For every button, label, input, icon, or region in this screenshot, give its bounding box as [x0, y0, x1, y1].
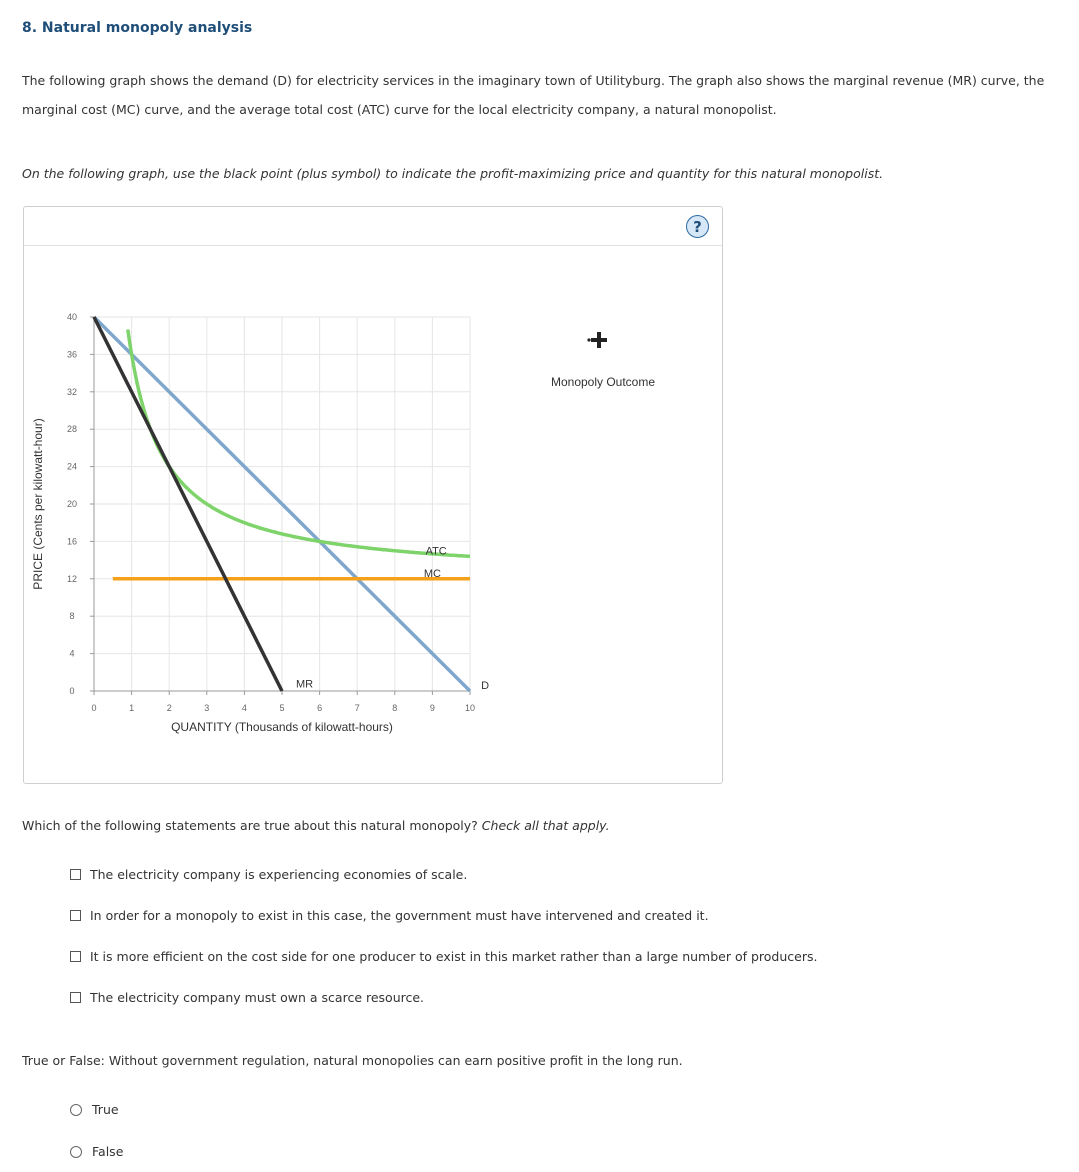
y-tick-label: 12: [66, 573, 78, 584]
legend-dot: [587, 338, 590, 341]
monopoly-outcome-point-tool[interactable]: [584, 327, 608, 355]
x-tick-label: 4: [241, 703, 247, 713]
option-label: In order for a monopoly to exist in this case, the government must have intervened and created it.: [90, 908, 709, 923]
radio-false[interactable]: [70, 1144, 123, 1159]
x-tick-label: 5: [279, 703, 285, 713]
question3-prompt: True or False: Without government regulation, natural monopolies can earn positive profit in the long run.: [22, 1053, 683, 1068]
checkbox[interactable]: [70, 869, 81, 880]
x-tick-label: 10: [464, 703, 476, 713]
option-efficient-one-producer[interactable]: [70, 949, 817, 964]
checkbox[interactable]: [70, 992, 81, 1003]
demand-label: D: [481, 680, 490, 693]
checkbox[interactable]: [70, 910, 81, 921]
question2-text: Which of the following statements are true about this natural monopoly?: [22, 818, 482, 833]
option-economies-of-scale[interactable]: [70, 867, 467, 882]
question-title: 8. Natural monopoly analysis: [22, 20, 253, 36]
plus-horizontal: [591, 338, 607, 342]
y-tick-label: 40: [66, 312, 78, 322]
mc-label: MC: [423, 567, 441, 580]
mr-label: MR: [296, 678, 314, 691]
x-tick-label: 9: [429, 703, 435, 713]
option-scarce-resource[interactable]: [70, 990, 424, 1005]
graph-panel: [23, 206, 723, 784]
option-label: The electricity company is experiencing economies of scale.: [90, 867, 468, 882]
checkbox[interactable]: [70, 951, 81, 962]
y-tick-label: 8: [69, 611, 75, 622]
graph-instruction: On the following graph, use the black point (plus symbol) to indicate the profit-maximizing price and quantity for this natural monopolist.: [22, 166, 884, 181]
radio-label: True: [92, 1102, 119, 1117]
radio-button[interactable]: [70, 1146, 82, 1158]
y-tick-label: 0: [69, 686, 75, 696]
x-tick-label: 6: [317, 703, 323, 713]
option-label: The electricity company must own a scarce resource.: [90, 990, 425, 1005]
supply-demand-chart[interactable]: [24, 207, 722, 783]
y-tick-label: 16: [66, 536, 78, 547]
question-intro: The following graph shows the demand (D) for electricity services in the imaginary town of Utilityburg. The graph also shows the marginal revenue (MR) curve, the marginal cost (MC) curve, and the average total cost (ATC) curve for the local electricity company, a natural monopolist.: [22, 73, 1045, 117]
question2-emphasis: Check all that apply.: [481, 818, 610, 833]
option-label: It is more efficient on the cost side for one producer to exist in this market rather than a large number of producers.: [90, 949, 818, 964]
y-tick-label: 4: [69, 648, 75, 659]
y-tick-label: 32: [66, 386, 78, 397]
x-axis-label: QUANTITY (Thousands of kilowatt-hours): [171, 720, 393, 734]
x-tick-label: 7: [354, 703, 360, 713]
radio-label: False: [92, 1144, 124, 1159]
radio-button[interactable]: [70, 1104, 82, 1116]
radio-true[interactable]: [70, 1102, 119, 1117]
question2-prompt: [22, 818, 610, 833]
monopoly-outcome-label: Monopoly Outcome: [550, 375, 656, 389]
x-tick-label: 2: [166, 703, 172, 713]
chart-labels: [31, 418, 489, 734]
y-tick-label: 28: [66, 424, 78, 435]
help-icon[interactable]: ?: [686, 215, 709, 238]
x-tick-label: 3: [204, 703, 210, 713]
option-government-created[interactable]: [70, 908, 709, 923]
x-tick-label: 8: [392, 703, 398, 713]
chart-axes: [67, 312, 475, 713]
y-tick-label: 24: [66, 461, 78, 472]
y-axis-label: PRICE (Cents per kilowatt-hour): [31, 418, 45, 590]
x-tick-label: 1: [129, 703, 135, 713]
plus-point-icon: [584, 327, 608, 351]
y-tick-label: 36: [66, 349, 78, 360]
y-tick-label: 20: [66, 499, 78, 509]
atc-label: ATC: [425, 545, 447, 558]
x-tick-label: 0: [91, 703, 97, 713]
